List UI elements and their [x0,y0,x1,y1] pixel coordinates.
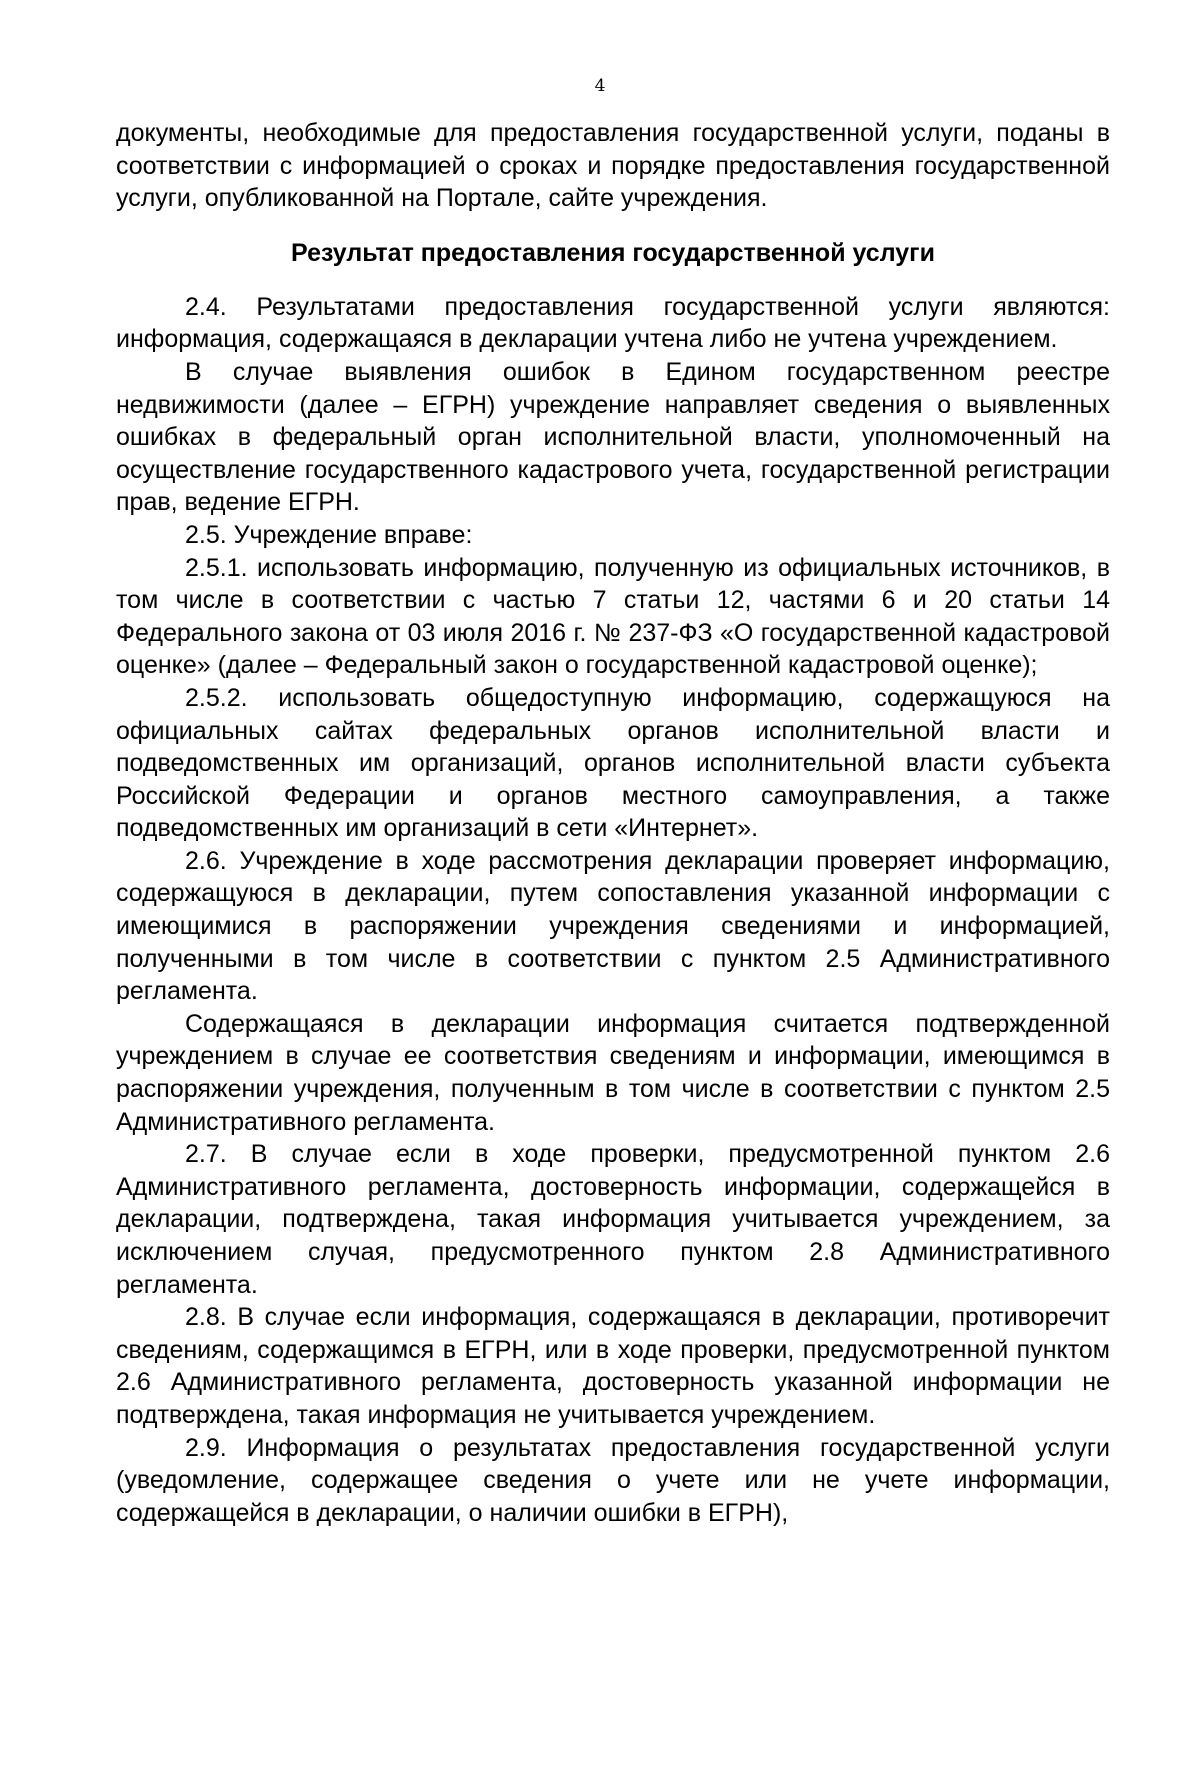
paragraph-2-5-1: 2.5.1. использовать информацию, полученную из официальных источников, в том числе в соответствии с частью 7 статьи 12, частями 6 и 20 статьи 14 Федерального закона от 03 июля 2016 г. № 237-ФЗ «О государственной кадастровой оценке» (далее – Федеральный закон о государственной кадастровой оценке); [116,553,1110,680]
paragraph-2-6: 2.6. Учреждение в ходе рассмотрения декларации проверяет информацию, содержащуюся в декларации, путем сопоставления указанной информации с имеющимися в распоряжении учреждения сведениями и информацией, полученными в том числе в соответствии с пунктом 2.5 Административного регламента. [116,846,1110,1006]
paragraph-2-8: 2.8. В случае если информация, содержащаяся в декларации, противоречит сведениям, содержащимся в ЕГРН, или в ходе проверки, предусмотренной пунктом 2.6 Административного регламента, достоверность указанной информации не подтверждена, такая информация не учитывается учреждением. [116,1303,1110,1429]
paragraph-2-5: 2.5. Учреждение вправе: [185,520,473,549]
paragraph-confirmed-info: Содержащаяся в декларации информация считается подтвержденной учреждением в случае ее соответствия сведениям и информации, имеющимся в распоряжении учреждения, полученным в том числе в соответствии с пунктом 2.5 Административного регламента. [116,1009,1110,1136]
paragraph-egrn-errors: В случае выявления ошибок в Едином государственном реестре недвижимости (далее – ЕГРН) учреждение направляет сведения о выявленных ошибках в федеральный орган исполнительной власти, уполномоченный на осуществление государственного кадастрового учета, государственной регистрации прав, ведение ЕГРН. [116,357,1110,517]
paragraph-2-4: 2.4. Результатами предоставления государственной услуги являются: информация, содержащаяся в декларации учтена либо не учтена учреждением. [116,292,1110,354]
page-number: 4 [594,76,606,96]
paragraph-2-5-2: 2.5.2. использовать общедоступную информацию, содержащуюся на официальных сайтах федеральных органов исполнительной власти и подведомственных им организаций, органов исполнительной власти субъекта Российской Федерации и органов местного самоуправления, а также подведомственных им организаций в сети «Интернет». [116,683,1110,843]
paragraph-2-9: 2.9. Информация о результатах предоставления государственной услуги (уведомление, содержащее сведения о учете или не учете информации, содержащейся в декларации, о наличии ошибки в ЕГРН), [116,1433,1110,1527]
document-body [116,117,1110,1529]
section-heading: Результат предоставления государственной услуги [291,238,935,267]
paragraph-continuation: документы, необходимые для предоставления государственной услуги, поданы в соответствии с информацией о сроках и порядке предоставления государственной услуги, опубликованной на Портале, сайте учреждения. [116,119,1110,213]
paragraph-2-7: 2.7. В случае если в ходе проверки, предусмотренной пунктом 2.6 Административного регламента, достоверность информации, содержащейся в декларации, подтверждена, такая информация учитывается учреждением, за исключением случая, предусмотренного пунктом 2.8 Административного регламента. [116,1140,1110,1299]
